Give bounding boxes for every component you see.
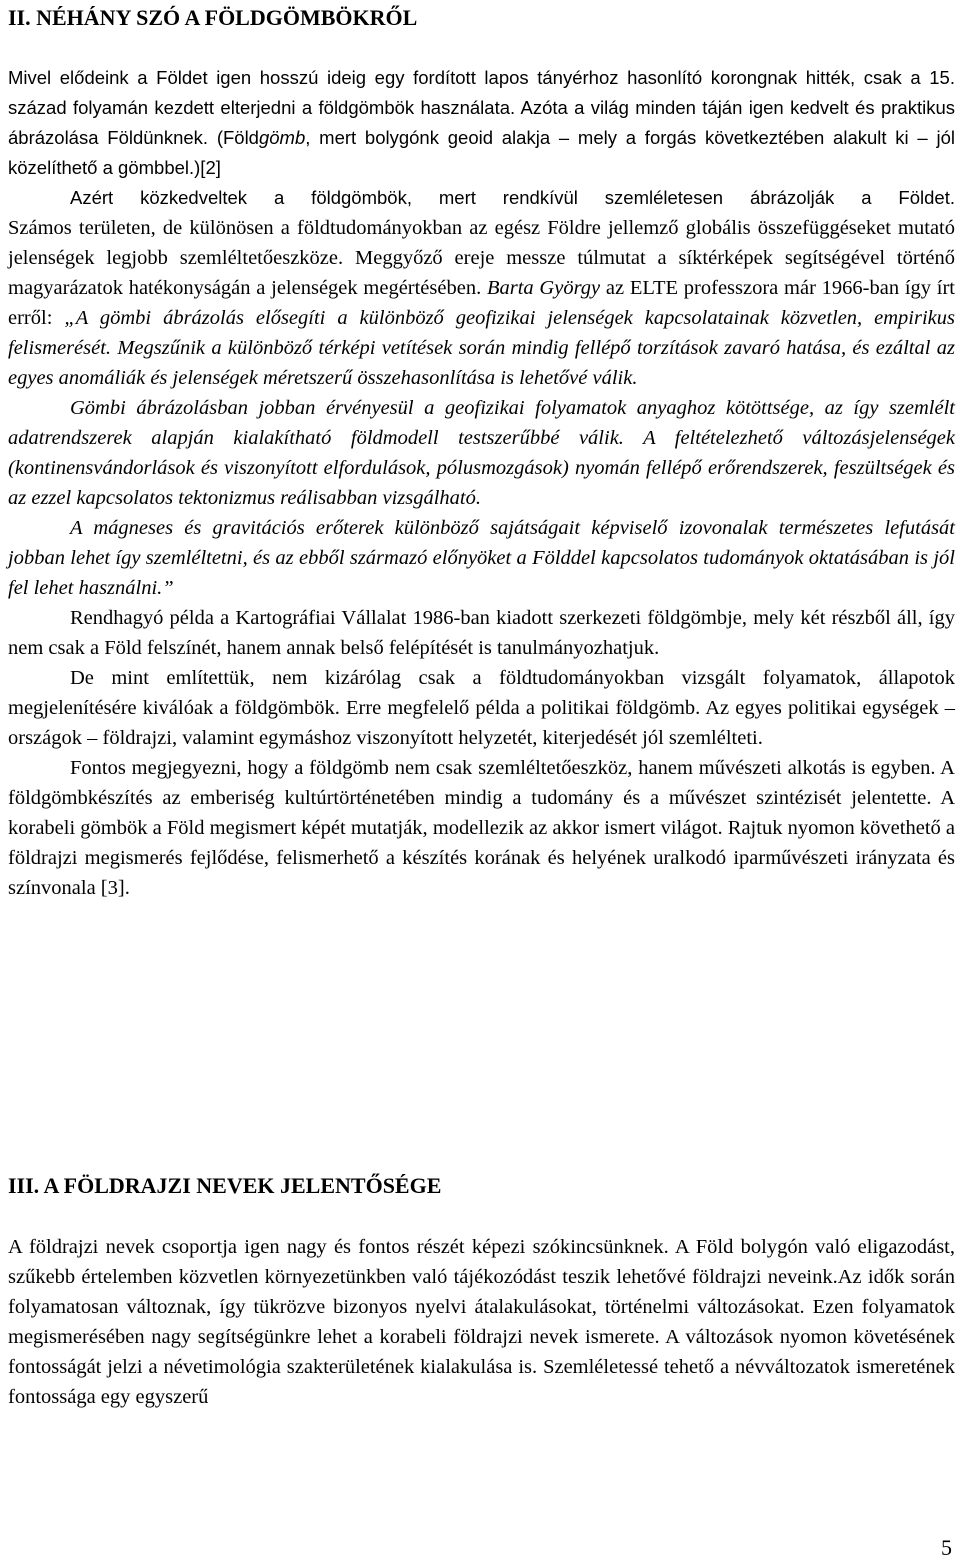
page-number: 5 [941, 1535, 952, 1560]
paragraph-art: Fontos megjegyezni, hogy a földgömb nem csak szemléltetőeszköz, hanem művészeti alkotás is egyben. A földgömbkészítés az emberiség kultúrtörténetében mindig a tudomány és a művészet szintézisét jelentette. A korabeli gömbök a Föld megismert képét mutatják, modellezik az akkor ismert világot. Rajtuk nyomon követhető a földrajzi megismerés fejlődése, felismerhető a készítés korának és helyének uralkodó iparművészeti irányzata és színvonala [3]. [8, 757, 955, 899]
paragraph-intro [8, 63, 955, 183]
paragraph-political-globe: De mint említettük, nem kizárólag csak a földtudományokban vizsgált folyamatok, állapotok megjelenítésére kiválóak a földgömbök. Erre megfelelő példa a politikai földgömb. Az egyes politikai egységek – országok – földrajzi, valamint egymáshoz viszonyított helyzetét, kiterjedését jól szemlélteti. [8, 667, 955, 749]
paragraph-popularity [8, 183, 955, 393]
paragraph-structural-globe: Rendhagyó példa a Kartográfiai Vállalat 1986-ban kiadott szerkezeti földgömbje, mely két részből áll, így nem csak a Föld felszínét, hanem annak belső felépítését is tanulmányozhatjuk. [8, 607, 955, 659]
text-run: Azért közkedveltek a földgömbök, mert rendkívül szemléletesen ábrázolják a Földet. [70, 187, 955, 208]
quote-text: Gömbi ábrázolásban jobban érvényesül a geofizikai folyamatok anyaghoz kötöttsége, az így szemlélt adatrendszerek alapján kialakítható földmodell testszerűbbé válik. A feltételezhető változásjelenségek (kontinensvándorlások és viszonyított elfordulások, pólusmozgások) nyomán fellépő erőrendszerek, feszültségek és az ezzel kapcsolatos tektonizmus reálisabban vizsgálható. [8, 397, 955, 509]
quote-text: A mágneses és gravitációs erőterek különböző sajátságait képviselő izovonalak természetes lefutását jobban lehet így szemléltetni, és az ebből származó előnyöket a Földdel kapcsolatos tudományok oktatásában is jól fel lehet használni.” [8, 517, 955, 599]
text-run: , mert bolygónk geoid alakja – mely a forgás következtében alakult ki – jól közelíthető a gömbbel.)[2] [8, 127, 955, 178]
section-heading-globes: II. NÉHÁNY SZÓ A FÖLDGÖMBÖKRŐL [8, 5, 418, 30]
text-run: Mivel elődeink a Földet igen hosszú ideig egy fordított lapos tányérhoz hasonlító korongnak hitték, csak a 15. század folyamán kezdett elterjedni a földgömbök használata. Azóta a világ minden táján igen kedvelt és praktikus ábrázolása Földünknek. (Föld [8, 67, 955, 148]
paragraph-quote-3 [8, 513, 955, 603]
text-run: Számos területen, de különösen a földtudományokban az egész Földre jellemző globális összefüggéseket mutató jelenségek legjobb szemléltetőeszköze. Meggyőző ereje messze túlmutat a síktérképek segítségével történő magyarázatok hatékonyságán a jelenségek megértésében. [8, 217, 955, 299]
section-heading-place-names: III. A FÖLDRAJZI NEVEK JELENTŐSÉGE [8, 1173, 442, 1198]
paragraph-quote-2 [8, 393, 955, 513]
author-name: Barta György [486, 277, 601, 299]
italic-term: gömb [258, 127, 306, 148]
text-run: az ELTE professzora már 1966-ban így írt erről: [8, 277, 955, 329]
quote-text: „A gömbi ábrázolás elősegíti a különböző geofizikai jelenségek kapcsolatainak közvetlen, empirikus felismerését. Megszűnik a különböző térképi vetítések során mindig fellépő torzítások zavaró hatása, és ezáltal az egyes anomáliák és jelenségek méretszerű összehasonlítása is lehetővé válik. [8, 307, 955, 389]
paragraph-place-names: A földrajzi nevek csoportja igen nagy és fontos részét képezi szókincsünknek. A Föld bolygón való eligazodást, szűkebb értelemben közvetlen környezetünkben való tájékozódást teszik lehetővé földrajzi neveink.Az idők során folyamatosan változnak, így tükrözve bizonyos nyelvi átalakulásokat, történelmi változásokat. Ezen folyamatok megismerésében nagy segítségünkre lehet a korabeli földrajzi nevek ismerete. A változások nyomon követésének fontosságát jelzi a névetimológia szakterületének kialakulása is. Szemléletessé tehető a névváltozatok ismeretének fontossága egy egyszerű [8, 1236, 955, 1408]
section-body-globes [8, 63, 955, 903]
section-body-place-names [8, 1232, 955, 1412]
